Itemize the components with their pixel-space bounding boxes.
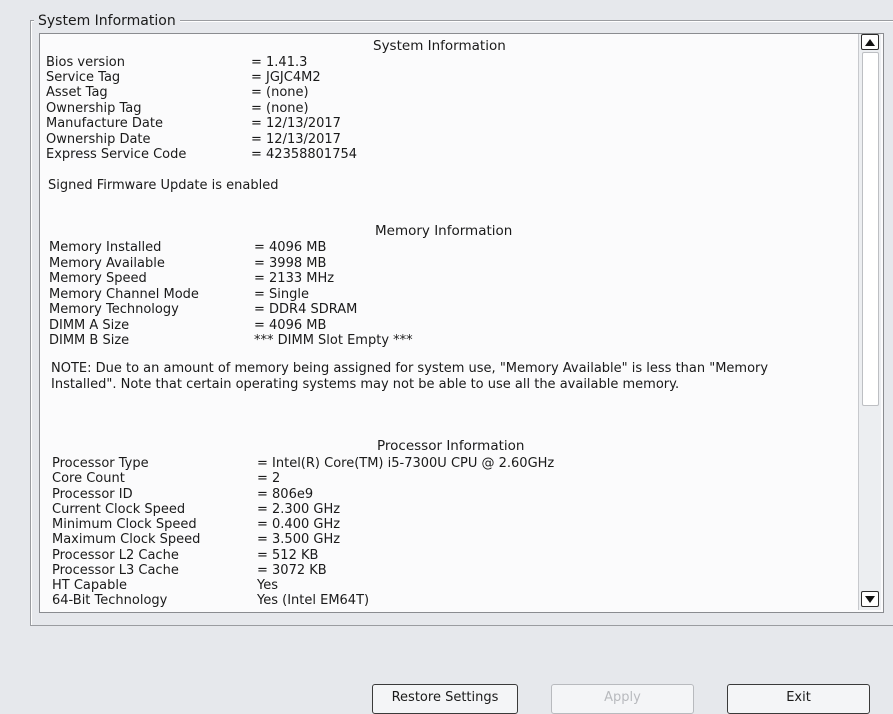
info-content: [46, 34, 854, 610]
row-label: Memory Channel Mode: [49, 287, 199, 302]
row-label: Maximum Clock Speed: [52, 532, 201, 547]
row-value: = 0.400 GHz: [257, 517, 341, 532]
scroll-down-arrow-icon[interactable]: [861, 591, 879, 607]
row-value: = 42358801754: [251, 147, 358, 162]
row-value: = (none): [251, 85, 309, 100]
exit-button[interactable]: Exit: [727, 684, 870, 714]
scroll-up-arrow-icon[interactable]: [861, 34, 879, 50]
row-label: DIMM A Size: [49, 318, 130, 333]
restore-settings-button[interactable]: Restore Settings: [372, 684, 518, 714]
row-label: Core Count: [52, 471, 125, 486]
row-label: Processor Type: [52, 456, 149, 471]
group-title: System Information: [34, 12, 180, 30]
row-label: Ownership Tag: [46, 101, 142, 116]
row-label: Bios version: [46, 55, 126, 70]
memory-info-title: Memory Information: [375, 223, 513, 239]
apply-button[interactable]: Apply: [551, 684, 694, 714]
row-value: = 3.500 GHz: [257, 532, 341, 547]
row-value: = (none): [251, 101, 309, 116]
row-label: Memory Technology: [49, 302, 179, 317]
row-value: Yes (Intel EM64T): [257, 593, 370, 608]
row-label: Processor ID: [52, 487, 133, 502]
row-label: Ownership Date: [46, 132, 151, 147]
row-label: Current Clock Speed: [52, 502, 186, 517]
row-value: = 512 KB: [257, 548, 319, 563]
row-value: = Single: [254, 287, 309, 302]
row-label: Memory Speed: [49, 271, 147, 286]
row-label: Memory Available: [49, 256, 165, 271]
row-label: Manufacture Date: [46, 116, 163, 131]
row-label: Processor L2 Cache: [52, 548, 179, 563]
row-value: = 12/13/2017: [251, 132, 341, 147]
row-value: = 4096 MB: [254, 318, 327, 333]
scrollbar-thumb[interactable]: [862, 52, 879, 406]
system-info-title: System Information: [373, 38, 506, 54]
row-value: = 2133 MHz: [254, 271, 335, 286]
row-value: = 4096 MB: [254, 240, 327, 255]
row-value: = Intel(R) Core(TM) i5-7300U CPU @ 2.60GHz: [257, 456, 555, 471]
row-label: Express Service Code: [46, 147, 187, 162]
row-label: Minimum Clock Speed: [52, 517, 197, 532]
row-value: = JGJC4M2: [251, 70, 321, 85]
row-label: Asset Tag: [46, 85, 108, 100]
row-label: Processor L3 Cache: [52, 563, 179, 578]
row-value: = DDR4 SDRAM: [254, 302, 358, 317]
row-value: = 3072 KB: [257, 563, 327, 578]
row-value: = 2: [257, 471, 281, 486]
info-panel[interactable]: [39, 33, 884, 613]
row-value: = 12/13/2017: [251, 116, 341, 131]
row-value: = 806e9: [257, 487, 314, 502]
vertical-scrollbar[interactable]: [858, 34, 881, 610]
firmware-note: Signed Firmware Update is enabled: [48, 178, 279, 193]
row-value: = 3998 MB: [254, 256, 327, 271]
processor-info-title: Processor Information: [377, 438, 525, 454]
row-value: = 1.41.3: [251, 55, 308, 70]
memory-note: NOTE: Due to an amount of memory being assigned for system use, "Memory Available" is less than "Memory Installed". Note that certain operating systems may not be able to use all the available memory.: [51, 361, 769, 392]
row-value: *** DIMM Slot Empty ***: [254, 333, 413, 348]
row-value: Yes: [257, 578, 278, 593]
row-label: Memory Installed: [49, 240, 162, 255]
row-label: DIMM B Size: [49, 333, 130, 348]
row-label: 64-Bit Technology: [52, 593, 168, 608]
row-label: HT Capable: [52, 578, 127, 593]
row-value: = 2.300 GHz: [257, 502, 341, 517]
row-label: Service Tag: [46, 70, 121, 85]
